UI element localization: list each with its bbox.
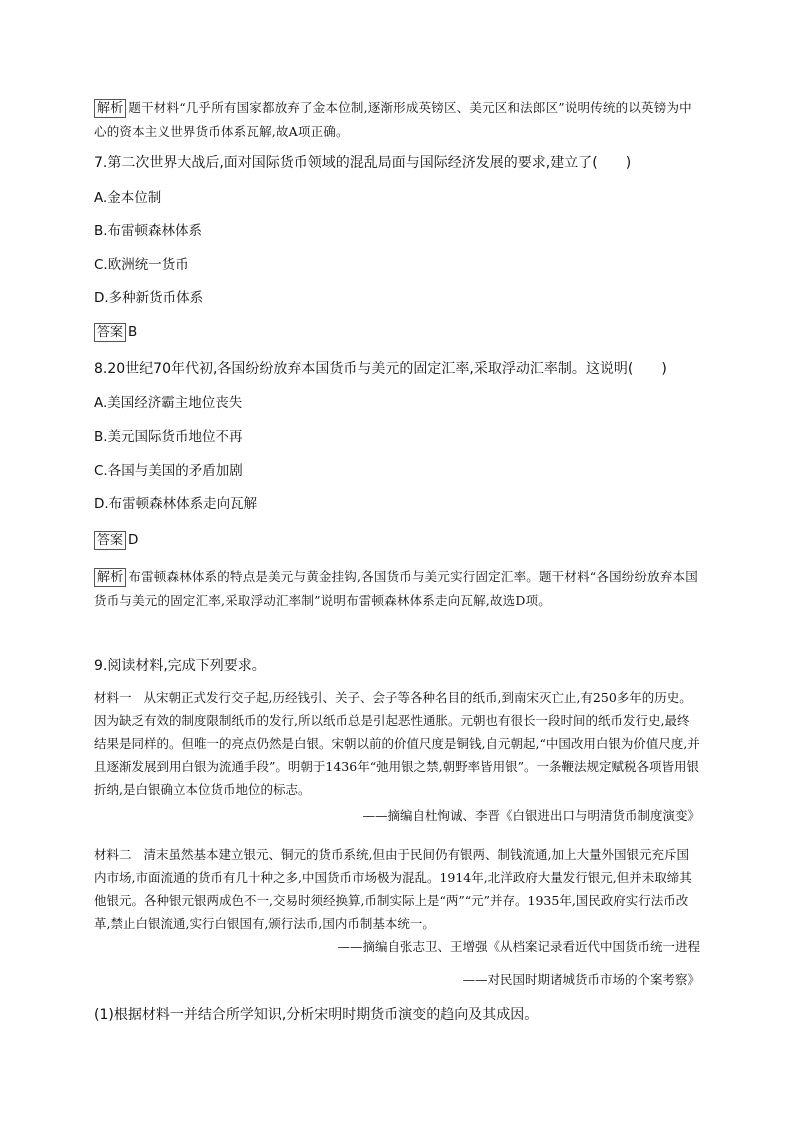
material-2-source-line2: ——对民国时期诸城货币市场的个案考察》 [462,972,700,987]
q7-option-c: C.欧洲统一货币 [94,257,189,273]
q7-stem: 7.第二次世界大战后,面对国际货币领域的混乱局面与国际经济发展的要求,建立了( ) [94,155,632,171]
q8-option-d: D.布雷顿森林体系走向瓦解 [94,496,258,512]
q6-analysis [94,96,700,144]
q9-material-2 [94,843,700,935]
q7-option-d: D.多种新货币体系 [94,290,204,306]
q7-option-b: B.布雷顿森林体系 [94,223,203,239]
analysis-tag: 解析 [94,99,126,118]
material-1-label: 材料一 [94,690,132,705]
answer-tag: 答案 [94,323,126,342]
q6-analysis-text: 题干材料“几乎所有国家都放弃了金本位制,逐渐形成英镑区、美元区和法郎区”说明传统的以英镑为中心的资本主义世界货币体系瓦解,故A项正确。 [94,100,692,139]
q7-answer [94,322,137,342]
q9-material-1 [94,686,700,801]
q8-answer [94,530,138,550]
q8-analysis-text: 布雷顿森林体系的特点是美元与黄金挂钩,各国货币与美元实行固定汇率。题干材料“各国纷纷放弃本国货币与美元的固定汇率,采取浮动汇率制”说明布雷顿森林体系走向瓦解,故选D项。 [94,569,698,608]
q8-analysis [94,565,700,613]
material-2-source-line1: ——摘编自张志卫、王增强《从档案记录看近代中国货币统一进程 [337,939,700,954]
material-1-text: 从宋朝正式发行交子起,历经钱引、关子、会子等各种名目的纸币,到南宋灭亡止,有250多年的历史。因为缺乏有效的制度限制纸币的发行,所以纸币总是引起恶性通胀。元朝也有很长一段时间的纸币发行史,最终结果是同样的。但唯一的亮点仍然是白银。宋朝以前的价值尺度是铜钱,自元朝起,“中国改用白银为价值尺度,并且逐渐发展到用白银为流通手段”。明朝于1436年“弛用银之禁,朝野率皆用银”。一条鞭法规定赋税各项皆用银折纳,是白银确立本位货币地位的标志。 [94,690,700,797]
q7-option-a: A.金本位制 [94,190,162,206]
q8-stem: 8.20世纪70年代初,各国纷纷放弃本国货币与美元的固定汇率,采取浮动汇率制。这说明( ) [94,361,667,377]
material-1-source: ——摘编自杜恂诚、李晋《白银进出口与明清货币制度演变》 [362,808,700,823]
q8-option-c: C.各国与美国的矛盾加剧 [94,463,243,479]
q9-requirement-1: (1)根据材料一并结合所学知识,分析宋明时期货币演变的趋向及其成因。 [94,1007,539,1023]
q8-answer-value: D [128,532,139,548]
q9-stem: 9.阅读材料,完成下列要求。 [94,658,266,674]
q8-option-b: B.美元国际货币地位不再 [94,429,243,445]
q7-answer-value: B [128,324,138,340]
q8-option-a: A.美国经济霸主地位丧失 [94,395,243,411]
material-2-text: 清末虽然基本建立银元、铜元的货币系统,但由于民间仍有银两、制钱流通,加上大量外国银元充斥国内市场,市面流通的货币有几十种之多,中国货币市场极为混乱。1914年,北洋政府大量发行银元,但并未取缔其他银元。各种银元银两成色不一,交易时须经换算,币制实际上是“两”“元”并存。1935年,国民政府实行法币改革,禁止白银流通,实行白银国有,颁行法币,国内币制基本统一。 [94,847,692,931]
analysis-tag: 解析 [94,568,126,587]
answer-tag: 答案 [94,531,126,550]
material-2-label: 材料二 [94,847,132,862]
